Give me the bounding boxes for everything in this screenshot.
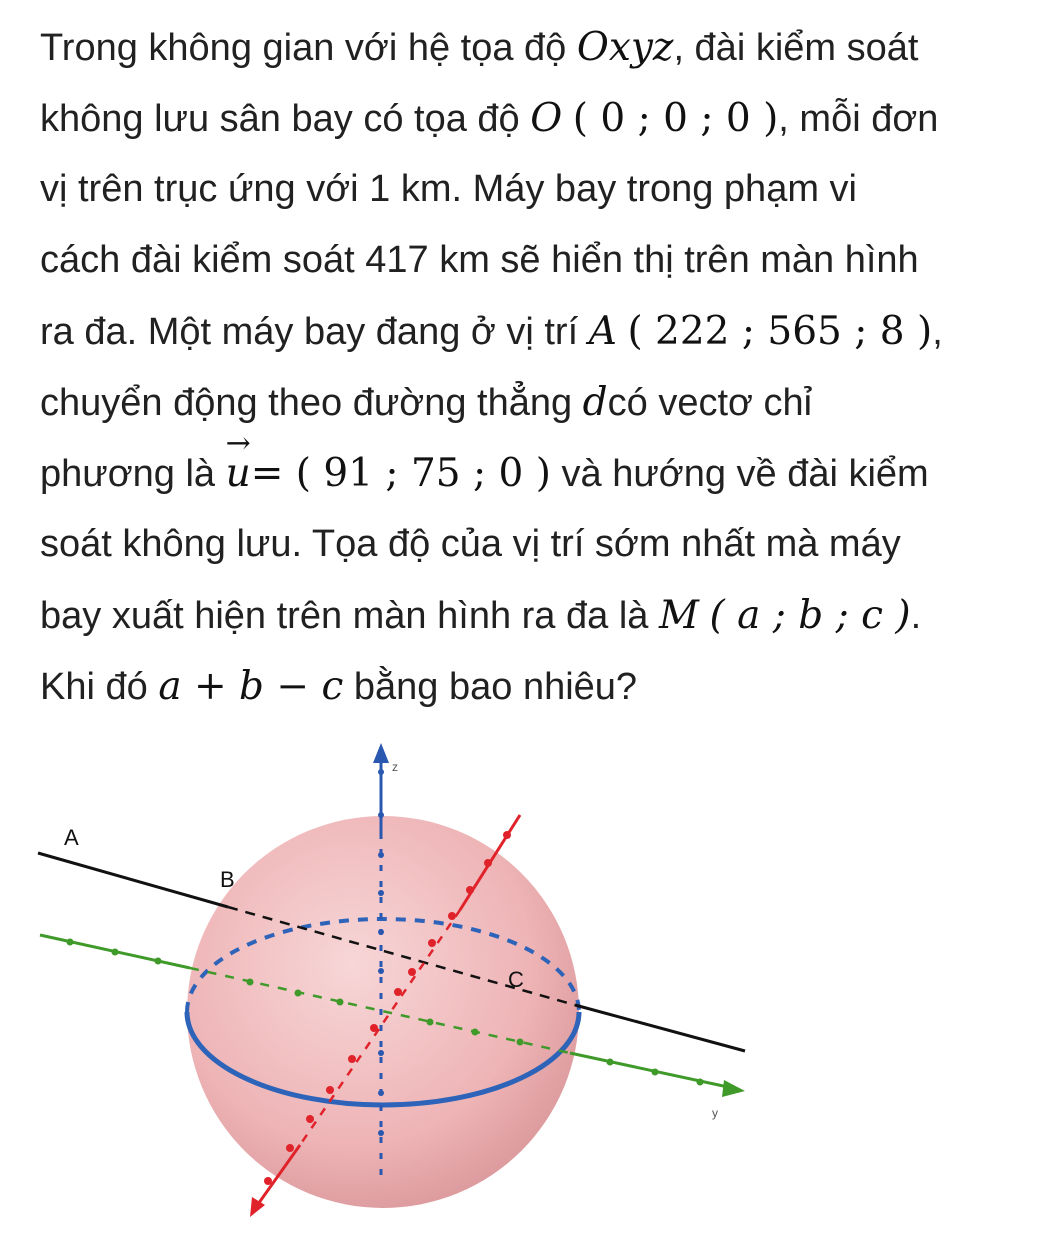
text: vị trên trục ứng với 1 km. Máy bay trong phạm vi [40,168,857,210]
text: bằng bao nhiêu? [343,666,638,708]
point-label-a: A [64,825,79,850]
radar-sphere [187,816,579,1208]
text: chuyển động theo đường thẳng [40,382,583,424]
text: và hướng về đài kiểm [550,453,929,495]
math-vector-u-coords: = ( 91 ; 75 ; 0 ) [250,451,551,496]
math-coords-m: ( a ; b ; c ) [709,593,911,638]
math-point-o: O [530,96,563,141]
problem-line-6 [40,367,1030,438]
vector-u-letter: u [225,451,251,496]
text: bay xuất hiện trên màn hình ra đa là [40,595,659,637]
problem-line-3 [40,154,1030,225]
text: . [910,595,922,637]
problem-line-10 [40,651,1030,722]
y-axis-arrow-icon [722,1080,745,1097]
y-axis-label: y [712,1106,718,1120]
math-point-m: M [658,593,699,638]
text: , [932,311,943,353]
problem-line-9 [40,580,1030,651]
text: Trong không gian với hệ tọa độ [40,27,577,69]
problem-line-2 [40,83,1030,154]
text: cách đài kiểm soát 417 km sẽ hiển thị trên màn hình [40,239,919,281]
point-label-b: B [220,867,235,892]
math-coords-o: ( 0 ; 0 ; 0 ) [572,96,779,141]
text: ra đa. Một máy bay đang ở vị trí [40,311,589,353]
z-axis-arrow-icon [373,743,389,763]
problem-line-7 [40,426,1030,509]
problem-line-5 [40,296,1030,367]
text: không lưu sân bay có tọa độ [40,98,531,140]
problem-line-8 [40,509,1030,580]
text: soát không lưu. Tọa độ của vị trí sớm nhất mà máy [40,523,901,565]
math-oxyz: Oxyz [576,25,674,70]
problem-line-1 [40,12,1030,83]
vector-arrow-icon: → [225,426,251,461]
radar-sphere-figure [0,735,1040,1254]
text: , đài kiểm soát [673,27,919,69]
math-line-d: d [582,380,608,425]
text: có vectơ chỉ [607,382,813,424]
problem-line-4 [40,225,1030,296]
text: , mỗi đơn [778,98,939,140]
z-axis-label: z [392,760,398,774]
point-label-c: C [508,967,524,992]
text: phương là [40,453,226,495]
math-point-a: A [588,309,617,354]
line-d-outside-right [575,1005,745,1051]
math-coords-a: ( 222 ; 565 ; 8 ) [627,309,933,354]
y-axis-right [570,1053,728,1087]
line-d-outside-left [38,853,228,907]
math-expression: a + b − c [158,664,344,709]
math-vector-u [225,426,251,509]
text: Khi đó [40,666,159,708]
problem-text [40,12,1030,722]
